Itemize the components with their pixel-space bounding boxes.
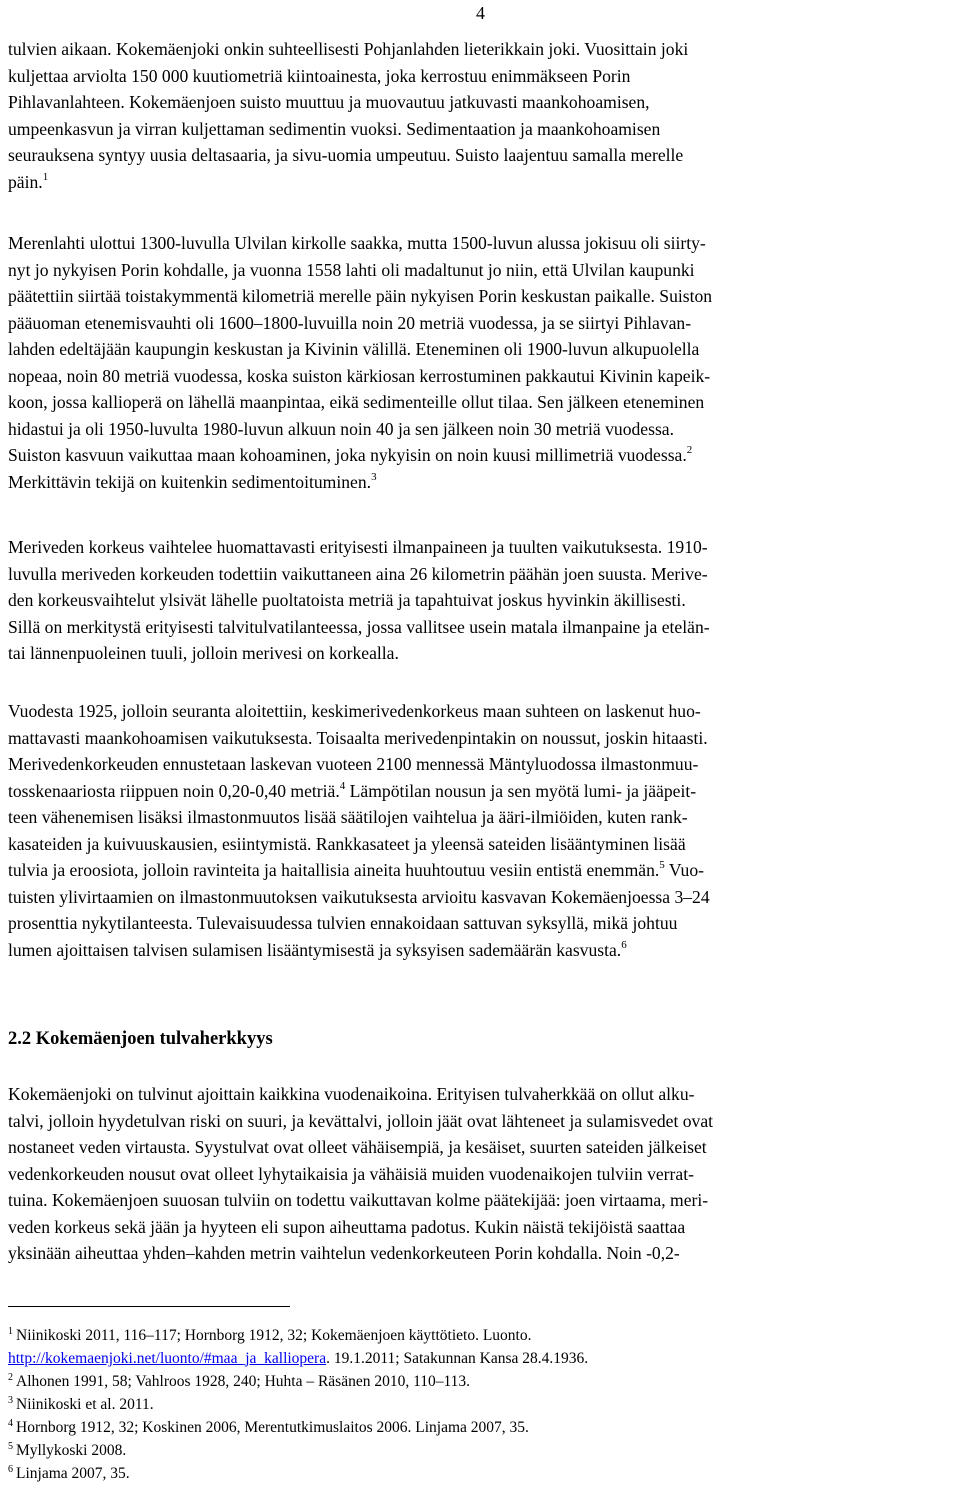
footnote-5 bbox=[8, 1439, 958, 1462]
paragraph-5 bbox=[8, 1081, 958, 1267]
text-line: talvi, jolloin hyydetulvan riski on suuri, ja kevättalvi, jolloin jäät ovat lähteneet ja sulamisvedet ovat bbox=[8, 1110, 714, 1131]
section-heading bbox=[8, 1026, 273, 1052]
footnote-link[interactable]: http://kokemaenjoki.net/luonto/#maa_ja_kalliopera bbox=[8, 1350, 327, 1367]
footnote-text: Hornborg 1912, 32; Koskinen 2006, Merentutkimuslaitos 2006. Linjama 2007, 35. bbox=[16, 1419, 529, 1436]
text-line: Vuodesta 1925, jolloin seuranta aloitettiin, keskimerivedenkorkeus maan suhteen on laskenut huo- bbox=[8, 701, 701, 721]
footnote-number: 5 bbox=[8, 1441, 13, 1452]
text-line: veden korkeus sekä jään ja hyyteen eli supon aiheuttama padotus. Kukin näistä tekijöistä saattaa bbox=[8, 1216, 686, 1237]
text-line: tulvien aikaan. Kokemäenjoki onkin suhteellisesti Pohjanlahden lieterikkain joki. Vuosittain joki bbox=[8, 39, 689, 59]
footnote-ref-4[interactable]: 4 bbox=[339, 779, 346, 792]
text-line: mattavasti maankohoamisen vaikutuksesta. Toisaalta merivedenpintakin on noussut, joskin hitaasti. bbox=[8, 727, 708, 748]
footnote-text: Niinikoski et al. 2011. bbox=[16, 1396, 154, 1413]
footnote-2 bbox=[8, 1370, 958, 1393]
text-fragment: Lämpötilan nousun ja sen myötä lumi- ja jääpeit- bbox=[349, 780, 697, 801]
text-line bbox=[8, 169, 958, 196]
text-line bbox=[8, 937, 958, 964]
footnote-ref-1[interactable]: 1 bbox=[42, 170, 49, 183]
text-line: päätettiin siirtää toistakymmentä kilometriä merelle päin nykyisen Porin keskustan paikalle. Suiston bbox=[8, 286, 713, 306]
text-line: pääuoman etenemisvauhti oli 1600–1800-luvuilla noin 20 metriä vuodessa, ja se siirtyi Pihlavan- bbox=[8, 312, 692, 333]
page-number: 4 bbox=[476, 3, 485, 23]
text-fragment: tulvia ja eroosiota, jolloin ravinteita ja haitallisia aineita huuhtoutuu vesiin entistä enemmän. bbox=[8, 860, 660, 880]
text-line: hidastui ja oli 1950-luvulta 1980-luvun alkuun noin 40 ja sen jälkeen noin 30 metriä vuodessa. bbox=[8, 418, 675, 439]
section-number: 2.2 bbox=[8, 1029, 32, 1049]
paragraph-3 bbox=[8, 534, 958, 667]
text-line: nopeaa, noin 80 metriä vuodessa, koska suiston kärkiosan kerrostuminen pakkautui Kivinin kapeik- bbox=[8, 365, 711, 386]
text-line bbox=[8, 857, 958, 884]
text-line: kuljettaa arviolta 150 000 kuutiometriä kiintoainesta, joka kerrostuu enimmäkseen Porin bbox=[8, 65, 631, 86]
text-line: Sillä on merkitystä erityisesti talvitulvatilanteessa, jossa vallitsee usein matala ilmanpaine ja etelän- bbox=[8, 616, 710, 637]
text-line: tuina. Kokemäenjoen suuosan tulviin on todettu vaikuttavan kolme päätekijää: joen virtaama, meri- bbox=[8, 1190, 709, 1210]
footnote-ref-5[interactable]: 5 bbox=[659, 859, 665, 871]
text-line: nyt jo nykyisen Porin kohdalle, ja vuonna 1558 lahti oli madaltunut jo niin, että Ulvilan kaupunki bbox=[8, 259, 695, 280]
text-line: den korkeusvaihtelut ylsivät lähelle puoltatoista metriä ja tapahtuivat joskus hyvinkin äkillisesti. bbox=[8, 590, 686, 610]
footnote-1 bbox=[8, 1324, 958, 1347]
footnote-text: Alhonen 1991, 58; Vahlroos 1928, 240; Huhta – Räsänen 2010, 110–113. bbox=[16, 1373, 471, 1390]
text-line: umpeenkasvun ja virran kuljettaman sedimentin vuoksi. Sedimentaation ja maankohoamisen bbox=[8, 118, 661, 139]
paragraph-2 bbox=[8, 230, 958, 495]
text-line bbox=[8, 469, 958, 496]
footnote-number: 1 bbox=[8, 1326, 13, 1337]
text-line: Merivedenkorkeuden ennustetaan laskevan vuoteen 2100 mennessä Mäntyluodossa ilmastonmuu- bbox=[8, 754, 699, 774]
footnote-text: . 19.1.2011; Satakunnan Kansa 28.4.1936. bbox=[326, 1350, 589, 1367]
text-line: Kokemäenjoki on tulvinut ajoittain kaikkina vuodenaikoina. Erityisen tulvaherkkää on ollut alku- bbox=[8, 1084, 695, 1104]
footnote-separator bbox=[8, 1306, 290, 1307]
text-line: Merenlahti ulottui 1300-luvulla Ulvilan kirkolle saakka, mutta 1500-luvun alussa jokisuu oli siirty- bbox=[8, 233, 706, 253]
text-line: tai lännenpuoleinen tuuli, jolloin merivesi on korkealla. bbox=[8, 643, 399, 663]
text-line: teen vähenemisen lisäksi ilmastonmuutos lisää säätilojen vaihtelua ja ääri-ilmiöiden, kuten rank- bbox=[8, 807, 688, 827]
text-fragment: Merkittävin tekijä on kuitenkin sedimentoituminen. bbox=[8, 471, 372, 492]
footnote-text: Linjama 2007, 35. bbox=[16, 1465, 130, 1482]
text-fragment: Suiston kasvuun vaikuttaa maan kohoaminen, joka nykyisin on noin kuusi millimetriä vuodessa. bbox=[8, 445, 687, 465]
footnote-ref-6[interactable]: 6 bbox=[621, 938, 627, 951]
text-line: luvulla meriveden korkeuden todettiin vaikuttaneen aina 26 kilometrin päähän joen suusta. Merive- bbox=[8, 563, 708, 584]
footnote-number: 2 bbox=[8, 1372, 13, 1383]
text-fragment: lumen ajoittaisen talvisen sulamisen lisääntymisestä ja syksyisen sademäärän kasvusta. bbox=[8, 939, 622, 960]
text-line: kasateiden ja kuivuuskausien, esiintymistä. Rankkasateet ja yleensä sateiden lisääntyminen lisää bbox=[8, 833, 686, 854]
footnote-text: Myllykoski 2008. bbox=[16, 1442, 127, 1459]
footnote-number: 6 bbox=[8, 1464, 13, 1475]
footnote-text: Niinikoski 2011, 116–117; Hornborg 1912, 32; Kokemäenjoen käyttötieto. Luonto. bbox=[16, 1327, 532, 1344]
text-line: tuisten ylivirtaamien on ilmastonmuutoksen vaikutuksesta arvioitu kasvavan Kokemäenjoessa 3–24 bbox=[8, 886, 710, 907]
footnote-ref-3[interactable]: 3 bbox=[371, 470, 377, 483]
text-line bbox=[8, 778, 958, 805]
footnotes bbox=[8, 1324, 958, 1485]
text-fragment: tosskenaariosta riippuen noin 0,20-0,40 metriä. bbox=[8, 780, 340, 801]
text-line: lahden edeltäjään kaupungin keskustan ja Kivinin välillä. Eteneminen oli 1900-luvun alkupuolella bbox=[8, 339, 700, 359]
footnote-3 bbox=[8, 1393, 958, 1416]
footnote-4 bbox=[8, 1416, 958, 1439]
footnote-ref-2[interactable]: 2 bbox=[686, 444, 693, 456]
text-line: vedenkorkeuden nousut ovat olleet lyhytaikaisia ja vähäisiä muiden vuodenaikojen tulviin verrat- bbox=[8, 1163, 694, 1184]
paragraph-4 bbox=[8, 698, 958, 963]
footnote-6 bbox=[8, 1462, 958, 1485]
section-title: Kokemäenjoen tulvaherkkyys bbox=[35, 1029, 273, 1049]
text-line: yksinään aiheuttaa yhden–kahden metrin vaihtelun vedenkorkeuteen Porin kohdalla. Noin -0,2- bbox=[8, 1243, 680, 1263]
text-line: Meriveden korkeus vaihtelee huomattavasti erityisesti ilmanpaineen ja tuulten vaikutuksesta. 1910- bbox=[8, 537, 708, 557]
text-fragment: Vuo- bbox=[668, 860, 704, 880]
footnote-number: 4 bbox=[8, 1418, 13, 1429]
text-line: seurauksena syntyy uusia deltasaaria, ja sivu-uomia umpeutuu. Suisto laajentuu samalla merelle bbox=[8, 145, 684, 165]
text-line: nostaneet veden virtausta. Syystulvat ovat olleet vähäisempiä, ja kesäiset, suurten sateiden jälkeiset bbox=[8, 1137, 707, 1157]
text-line bbox=[8, 442, 958, 469]
text-line: prosenttia nykytilanteesta. Tulevaisuudessa tulvien ennakoidaan sattuvan syksyllä, mikä johtuu bbox=[8, 913, 678, 933]
text-fragment: päin. bbox=[8, 171, 43, 192]
paragraph-1 bbox=[8, 36, 958, 195]
text-line: Pihlavanlahteen. Kokemäenjoen suisto muuttuu ja muovautuu jatkuvasti maankohoamisen, bbox=[8, 92, 650, 112]
text-line: koon, jossa kallioperä on lähellä maanpintaa, eikä sedimenteille ollut tilaa. Sen jälkeen eteneminen bbox=[8, 392, 705, 412]
footnote-1-cont bbox=[8, 1347, 958, 1370]
footnote-number: 3 bbox=[8, 1395, 13, 1406]
